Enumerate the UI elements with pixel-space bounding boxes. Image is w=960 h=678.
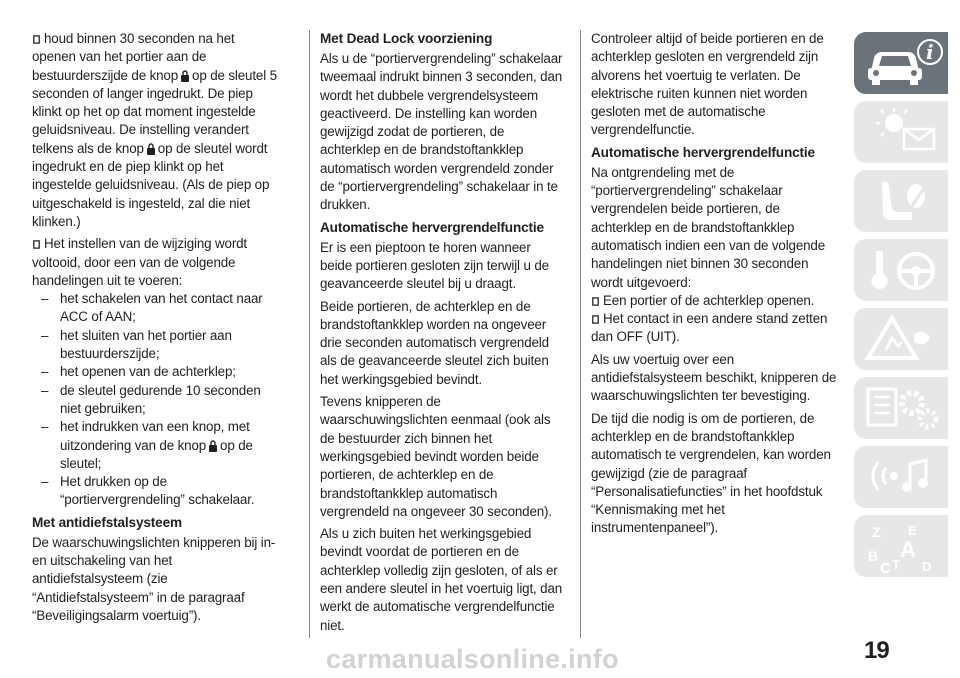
heading-auto-relock: Automatische hervergrendelfunctie [320, 219, 544, 235]
list-item: – het openen van de achterklep; [41, 364, 236, 380]
text-column-1 [32, 30, 278, 629]
index-letter: B [868, 548, 879, 564]
index-letter: T [892, 557, 900, 572]
bullet-icon [591, 315, 600, 324]
column-divider [580, 30, 581, 638]
paragraph-dead-lock: Als u de “portiervergrendeling” schakelaar tweemaal indrukt binnen 3 seconden, dan wordt het dubbele vergrendelsysteem geactiveerd. De instelling kan worden gewijzigd zodat de portieren, de achterklep en de brandstoftankklep automatisch worden vergrendeld zonder de “portiervergrendeling” schakelaar in te drukken. [320, 51, 563, 213]
lock-key-icon [146, 143, 156, 155]
index-letter: A [900, 537, 916, 562]
heading-dead-lock: Met Dead Lock voorziening [320, 31, 493, 46]
bullet-icon [591, 297, 600, 306]
text-column-2 [320, 30, 566, 639]
tab-car-info[interactable] [854, 32, 948, 94]
heading-anti-theft: Met antidiefstalsysteem [32, 514, 182, 530]
paragraph-beep: Er is een pieptoon te horen wanneer beide portieren gesloten zijn terwijl u de geavanceerde sleutel bij u draagt. [320, 239, 549, 292]
seat-airbag-icon [864, 176, 946, 226]
bullet-icon [32, 240, 41, 249]
index-letters-icon [864, 521, 946, 575]
list-item: – Het drukken op de “portiervergrendeling” schakelaar. [41, 474, 255, 508]
bullet-item: Een portier of de achterklep openen. [591, 292, 837, 310]
bullet-icon [32, 35, 41, 44]
tab-maintenance[interactable] [854, 377, 948, 439]
svg-text:i: i [926, 40, 934, 64]
bullet-item: Het contact in een andere stand zetten dan OFF (UIT). [591, 311, 828, 345]
index-letter: C [880, 560, 891, 575]
tab-seat-airbag[interactable] [854, 170, 948, 232]
lock-key-icon [208, 440, 218, 452]
list-item: – het indrukken van een knop, met uitzondering van de knop op de sleutel; [41, 419, 253, 471]
tab-warning-triangle[interactable] [854, 308, 948, 370]
index-letter: D [922, 559, 932, 574]
tab-multimedia[interactable] [854, 446, 948, 508]
warning-triangle-icon [864, 314, 946, 364]
index-letter: E [908, 523, 917, 538]
paragraph-outside-range: Als u zich buiten het werkingsgebied bevindt voordat de portieren en de achterklep volledig zijn gesloten, of als er een andere sleutel in het voertuig ligt, dan werkt de automatische vergrendelfunctie niet. [320, 526, 563, 633]
heading-auto-relock: Automatische hervergrendelfunctie [591, 144, 815, 160]
multimedia-icon [864, 452, 946, 502]
paragraph-unlock: Na ontgrendeling met de “portiervergrendeling” schakelaar vergrendelen beide portieren, de achterklep en de brandstoftankklep automatisch indien een van de volgende handelingen niet binnen 30 seconden wordt uitgevoerd: [591, 164, 826, 290]
text-column-3 [591, 30, 837, 542]
tab-index[interactable] [854, 515, 948, 577]
column-divider [309, 30, 310, 638]
warning-lights-icon [864, 107, 946, 157]
chapter-tabs [854, 32, 960, 584]
tab-warning-lights[interactable] [854, 101, 948, 163]
paragraph-check-doors: Controleer altijd of beide portieren en de achterklep gesloten en vergrendeld zijn alvorens het voertuig te verlaten. De elektrische ruiten kunnen niet worden gesloten met de automatische vergrendelfunctie. [591, 31, 824, 138]
watermark: carmanualsonline.info [326, 644, 619, 674]
list-item: – het schakelen van het contact naar ACC of AAN; [41, 291, 263, 325]
key-steering-icon [864, 245, 946, 295]
list-item: – de sleutel gedurende 10 seconden niet gebruiken; [41, 382, 261, 416]
car-info-icon [864, 38, 946, 88]
paragraph-alarm-blink: Als uw voertuig over een antidiefstalsysteem beschikt, knipperen de waarschuwingslichten ter bevestiging. [591, 351, 837, 404]
index-letter: Z [872, 524, 881, 540]
paragraph-beep-setting: houd binnen 30 seconden na het openen van het portier aan de bestuurderszijde de knop op de sleutel 5 seconden of langer ingedrukt. De piep klinkt op het op dat moment ingestelde geluidsniveau. De instelling verandert telkens als de knop op de sleutel wordt ingedrukt en de piep klinkt op het ingestelde geluidsniveau. (Als de piep op uitgeschakeld is ingesteld, zal die niet klinken.) [32, 31, 277, 229]
page-number: 19 [864, 637, 889, 664]
paragraph-completion: Het instellen van de wijziging wordt voltooid, door een van de volgende handelingen uit te voeren: [32, 236, 248, 288]
paragraph-anti-theft: De waarschuwingslichten knipperen bij in- en uitschakeling van het antidiefstalsysteem (zie “Antidiefstalsysteem” in de paragraaf “Beveiligingsalarm voertuig”). [32, 534, 276, 623]
tab-key-steering[interactable] [854, 239, 948, 301]
maintenance-gears-icon [864, 383, 946, 433]
completion-list [32, 290, 278, 510]
list-item: – het sluiten van het portier aan bestuurderszijde; [41, 327, 232, 362]
paragraph-blink: Tevens knipperen de waarschuwingslichten eenmaal (ook als de bestuurder zich binnen het werkingsgebied bevindt worden beide portieren, de achterklep en de brandstoftankklep automatisch vergrendeld na ongeveer 30 seconden). [320, 394, 552, 519]
paragraph-time-setting: De tijd die nodig is om de portieren, de achterklep en de brandstoftankklep automatisch te vergrendelen, kan worden gewijzigd (zie de paragraaf “Personalisatiefuncties” in het hoofdstuk “Kennismaking met het instrumentenpaneel”). [591, 410, 831, 536]
paragraph-auto-lock: Beide portieren, de achterklep en de brandstoftankklep worden na ongeveer drie seconden automatisch vergrendeld als de geavanceerde sleutel zich buiten het werkingsgebied bevindt. [320, 298, 549, 387]
lock-key-icon [180, 70, 190, 82]
